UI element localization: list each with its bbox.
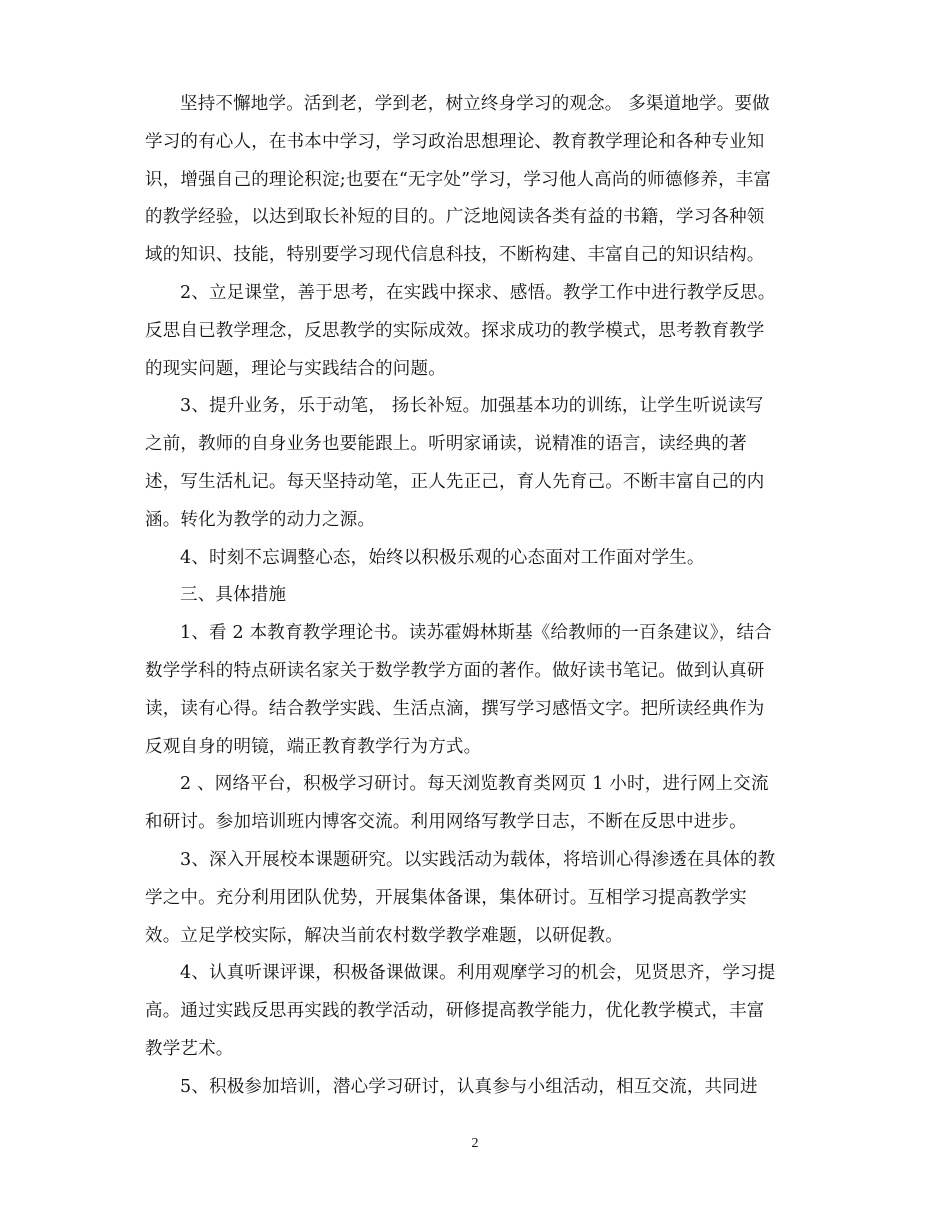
- text-line: 和研讨。参加培训班内博客交流。利用网络写教学日志，不断在反思中进步。: [145, 812, 747, 833]
- text-line: 反观自身的明镜，端正教育教学行为方式。: [145, 736, 482, 757]
- text-line: 反思自已教学理念，反思教学的实际成效。探求成功的教学模式，思考教育教学: [145, 320, 765, 341]
- text-line: 2 、网络平台，积极学习研讨。每天浏览教育类网页 1 小时，进行网上交流: [180, 774, 769, 795]
- text-line: 的教学经验，以达到取长补短的目的。广泛地阅读各类有益的书籍，学习各种领: [145, 207, 765, 228]
- text-line: 4、时刻不忘调整心态，始终以积极乐观的心态面对工作面对学生。: [180, 547, 705, 568]
- text-line: 1、看 2 本教育教学理论书。读苏霍姆林斯基《给教师的一百条建议》，结合: [180, 623, 772, 644]
- text-line: 述，写生活札记。每天坚持动笔，正人先正己，育人先育己。不断丰富自己的内: [145, 471, 765, 492]
- text-line: 5、积极参加培训，潜心学习研讨，认真参与小组活动，相互交流，共同进: [180, 1076, 758, 1097]
- text-line: 之前，教师的自身业务也要能跟上。听明家诵读，说精准的语言，读经典的著: [145, 434, 747, 455]
- text-line: 数学学科的特点研读名家关于数学教学方面的著作。做好读书笔记。做到认真研: [145, 660, 765, 681]
- text-line: 3、提升业务，乐于动笔， 扬长补短。加强基本功的训练，让学生听说读写: [180, 396, 764, 417]
- text-line: 3、深入开展校本课题研究。以实践活动为载体，将培训心得渗透在具体的教: [180, 849, 776, 870]
- text-line: 2、立足课堂，善于思考，在实践中探求、感悟。教学工作中进行教学反思。: [180, 282, 776, 303]
- document-body: [145, 86, 805, 1107]
- text-line: 读，读有心得。结合教学实践、生活点滴，撰写学习感悟文字。把所读经典作为: [145, 698, 765, 719]
- text-line: 的现实问题，理论与实践结合的问题。: [145, 358, 446, 379]
- page-number: 2: [471, 1136, 479, 1151]
- text-line: 效。立足学校实际，解决当前农村数学教学难题，以研促教。: [145, 925, 623, 946]
- text-line: 教学艺术。: [145, 1038, 234, 1059]
- section-heading: 三、具体措施: [180, 585, 287, 606]
- text-line: 域的知识、技能，特别要学习现代信息科技，不断构建、丰富自己的知识结构。: [145, 245, 765, 266]
- text-line: 学之中。充分利用团队优势，开展集体备课，集体研讨。互相学习提高教学实: [145, 887, 747, 908]
- text-line: 识，增强自己的理论积淀;也要在“无字处”学习，学习他人高尚的师德修养，丰富: [145, 169, 772, 190]
- text-line: 坚持不懈地学。活到老，学到老，树立终身学习的观念。 多渠道地学。要做: [180, 94, 770, 114]
- text-line: 涵。转化为教学的动力之源。: [145, 509, 376, 530]
- text-line: 4、认真听课评课，积极备课做课。利用观摩学习的机会，见贤思齐，学习提: [180, 963, 776, 984]
- text-line: 高。通过实践反思再实践的教学活动，研修提高教学能力，优化教学模式，丰富: [145, 1001, 765, 1022]
- text-line: 学习的有心人，在书本中学习，学习政治思想理论、教育教学理论和各种专业知: [145, 131, 765, 152]
